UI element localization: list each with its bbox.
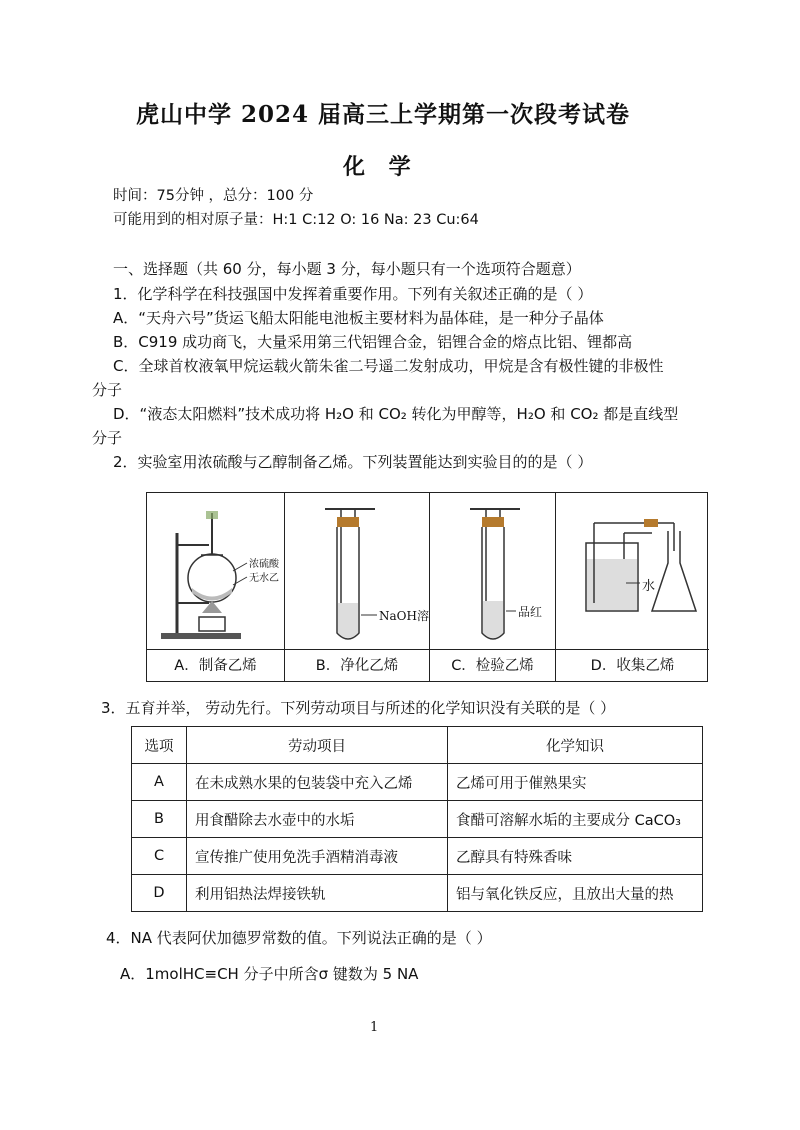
row-c-knowledge: 乙醇具有特殊香味 (448, 838, 703, 875)
time-info: 时间：75分钟 ，总分：100 分 (113, 188, 314, 204)
atomic-mass-info: 可能用到的相对原子量：H:1 C:12 O: 16 Na: 23 Cu:64 (113, 212, 479, 228)
apparatus-c-label: 品红 (518, 605, 543, 619)
apparatus-b-diagram (285, 493, 430, 649)
table-row (132, 764, 703, 801)
apparatus-d-label: 水 (642, 579, 656, 594)
row-d-knowledge: 铝与氧化铁反应，且放出大量的热 (448, 875, 703, 912)
q2-stem: 2．实验室用浓硫酸与乙醇制备乙烯。下列装置能达到实验目的的是（ ） (113, 453, 593, 471)
q1-option-c-line2: 分子 (92, 381, 123, 399)
row-a-labor: 在未成熟水果的包装袋中充入乙烯 (187, 764, 448, 801)
row-c-option: C (132, 838, 187, 875)
apparatus-table (146, 492, 708, 682)
apparatus-b-caption: B．净化乙烯 (285, 649, 430, 681)
q1-stem: 1．化学科学在科技强国中发挥着重要作用。下列有关叙述正确的是（ ） (113, 285, 593, 303)
header-labor: 劳动项目 (187, 727, 448, 764)
q4-stem: 4．NA 代表阿伏加德罗常数的值。下列说法正确的是（ ） (106, 929, 492, 947)
apparatus-a-caption: A．制备乙烯 (147, 649, 285, 681)
row-c-labor: 宣传推广使用免洗手酒精消毒液 (187, 838, 448, 875)
row-b-labor: 用食醋除去水壶中的水垢 (187, 801, 448, 838)
apparatus-d (556, 493, 709, 649)
q1-option-c-line1: C．全球首枚液氧甲烷运载火箭朱雀二号遥二发射成功，甲烷是含有极性键的非极性 (113, 357, 664, 375)
q1-option-a: A．“天舟六号”货运飞船太阳能电池板主要材料为晶体硅，是一种分子晶体 (113, 309, 604, 327)
table-row (132, 875, 703, 912)
apparatus-c-caption: C．检验乙烯 (430, 649, 556, 681)
header-knowledge: 化学知识 (448, 727, 703, 764)
labor-table (131, 726, 703, 912)
row-d-labor: 利用铝热法焊接铁轨 (187, 875, 448, 912)
row-b-knowledge: 食醋可溶解水垢的主要成分 CaCO₃ (448, 801, 703, 838)
page-number: 1 (370, 1020, 379, 1035)
q1-option-d-line1: D．“液态太阳燃料”技术成功将 H₂O 和 CO₂ 转化为甲醇等，H₂O 和 CO₂ 都是直线型 (113, 405, 679, 423)
apparatus-d-diagram (556, 493, 709, 649)
table-header-row (132, 727, 703, 764)
apparatus-a-label-acid: 浓硫酸 (249, 559, 279, 570)
q3-stem: 3．五育并举， 劳动先行。下列劳动项目与所述的化学知识没有关联的是（ ） (101, 699, 616, 717)
q1-option-b: B．C919 成功商飞，大量采用第三代铝锂合金，铝锂合金的熔点比铝、锂都高 (113, 333, 633, 351)
apparatus-c (430, 493, 556, 649)
row-a-option: A (132, 764, 187, 801)
q4-option-a: A．1molHC≡CH 分子中所含σ 键数为 5 NA (120, 965, 419, 983)
header-option: 选项 (132, 727, 187, 764)
apparatus-a-label-ethanol: 无水乙 (249, 573, 279, 584)
apparatus-b-label: NaOH溶 (379, 609, 429, 623)
section-heading: 一、选择题（共 60 分，每小题 3 分，每小题只有一个选项符合题意） (113, 260, 581, 278)
apparatus-b (285, 493, 430, 649)
apparatus-c-diagram (430, 493, 556, 649)
exam-title: 虎山中学 2024 届高三上学期第一次段考试卷 (136, 101, 631, 128)
q1-option-d-line2: 分子 (92, 429, 123, 447)
row-d-option: D (132, 875, 187, 912)
row-b-option: B (132, 801, 187, 838)
subject-title: 化 学 (343, 154, 419, 180)
apparatus-a (147, 493, 285, 649)
apparatus-d-caption: D．收集乙烯 (556, 649, 709, 681)
table-row (132, 801, 703, 838)
table-row (132, 838, 703, 875)
row-a-knowledge: 乙烯可用于催熟果实 (448, 764, 703, 801)
